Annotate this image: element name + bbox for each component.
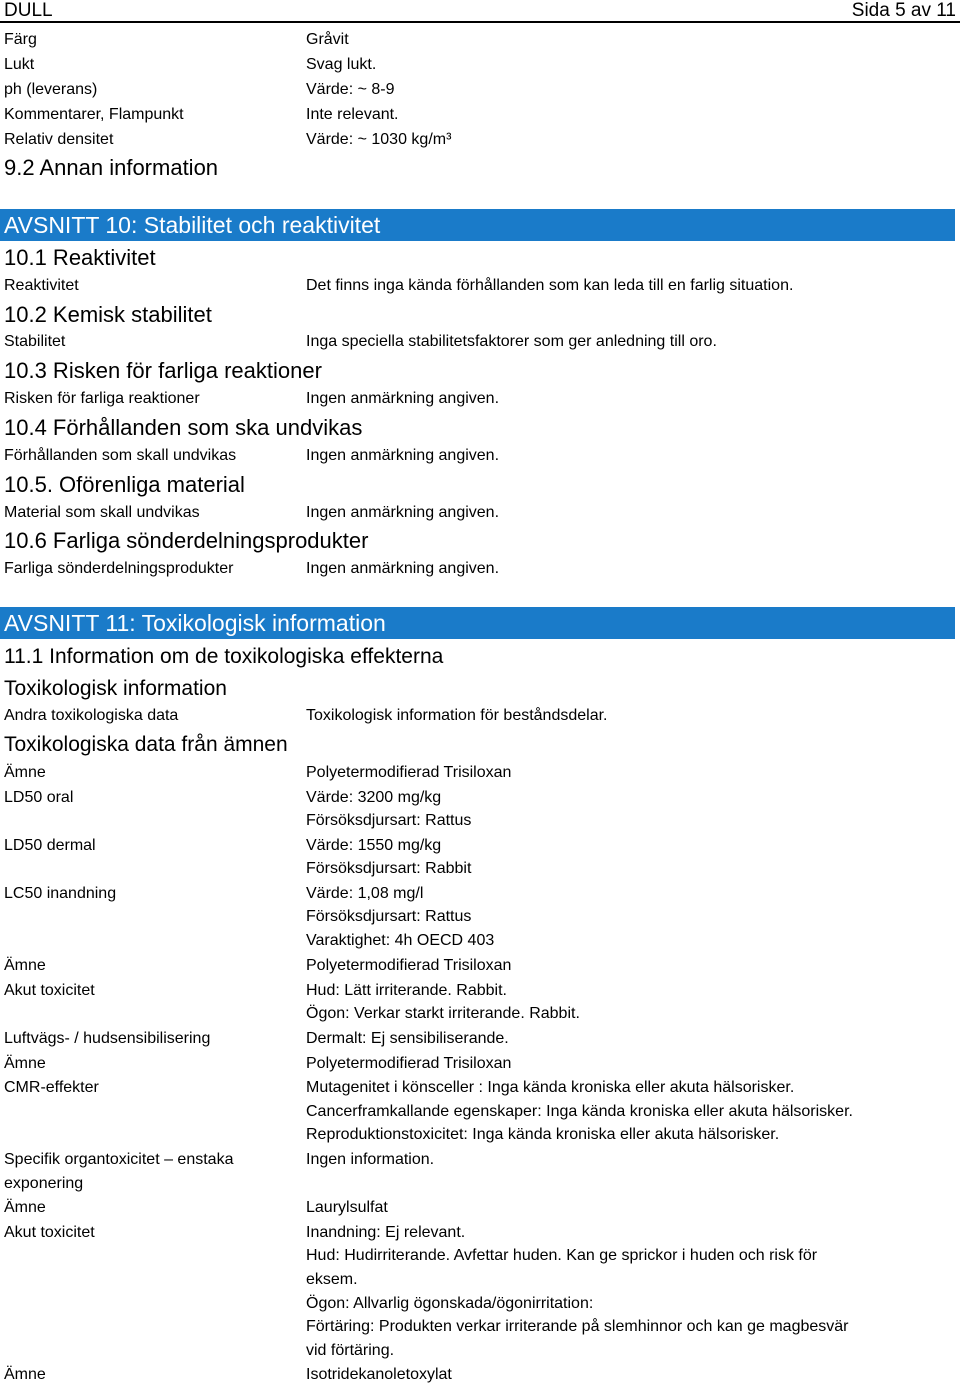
tox-label-substance: Ämne [4,1366,46,1383]
tox-value-substance: Isotridekanoletoxylat [306,1366,452,1383]
header-page-number: Sida 5 av 11 [851,0,956,21]
subsection-title-10-3: 10.3 Risken för farliga reaktioner [4,358,322,383]
prop-value-color: Gråvit [306,31,349,48]
field-label-other-tox-data: Andra toxikologiska data [4,707,179,724]
section-banner-10: AVSNITT 10: Stabilitet och reaktivitet [0,209,955,241]
tox-label-substance: Ämne [4,1199,46,1216]
tox-label-acute-toxicity: Akut toxicitet [4,982,95,999]
tox-value-substance: Polyetermodifierad Trisiloxan [306,764,512,781]
tox-value-ld50-dermal-species: Försöksdjursart: Rabbit [306,860,472,877]
tox-value-cmr-mutagenicity: Mutagenitet i könsceller : Inga kända kroniska eller akuta hälsorisker. [306,1079,795,1096]
tox-label-substance: Ämne [4,764,46,781]
prop-label-color: Färg [4,31,37,48]
subsection-title-10-1: 10.1 Reaktivitet [4,245,156,270]
tox-value-cmr-reproduction: Reproduktionstoxicitet: Inga kända kroniska eller akuta hälsorisker. [306,1126,780,1143]
field-value-other-tox-data: Toxikologisk information för beståndsdelar. [306,707,608,724]
tox-label-stot-single-cont: exponering [4,1175,84,1192]
prop-value-ph: Värde: ~ 8-9 [306,81,395,98]
tox-label-stot-single: Specifik organtoxicitet – enstaka [4,1151,234,1168]
tox-value-acute-skin: Hud: Hudirriterande. Avfettar huden. Kan ge sprickor i huden och risk för [306,1247,818,1264]
field-value-incompatible-materials: Ingen anmärkning angiven. [306,504,500,521]
tox-value-sensitisation: Dermalt: Ej sensibiliserande. [306,1030,509,1047]
subsection-title-tox-data-substances: Toxikologiska data från ämnen [4,733,288,756]
tox-value-lc50-inhalation-duration: Varaktighet: 4h OECD 403 [306,932,495,949]
field-value-hazardous-reactions: Ingen anmärkning angiven. [306,390,500,407]
field-value-reactivity: Det finns inga kända förhållanden som kan leda till en farlig situation. [306,277,794,294]
tox-label-sensitisation: Luftvägs- / hudsensibilisering [4,1030,211,1047]
tox-value-acute-skin-cont: eksem. [306,1271,358,1288]
tox-value-lc50-inhalation: Värde: 1,08 mg/l [306,885,424,902]
subsection-title-toxicological-info: Toxikologisk information [4,677,227,700]
subsection-title-10-5: 10.5. Oförenliga material [4,472,245,497]
tox-value-ld50-oral-species: Försöksdjursart: Rattus [306,812,472,829]
tox-value-acute-ingestion: Förtäring: Produkten verkar irriterande på slemhinnor och kan ge magbesvär [306,1318,849,1335]
subsection-title-10-4: 10.4 Förhållanden som ska undvikas [4,415,363,440]
tox-value-lc50-inhalation-species: Försöksdjursart: Rattus [306,908,472,925]
tox-label-acute-toxicity: Akut toxicitet [4,1224,95,1241]
subsection-title-10-6: 10.6 Farliga sönderdelningsprodukter [4,528,369,553]
subsection-title-11-1: 11.1 Information om de toxikologiska effekterna [4,645,444,668]
tox-label-ld50-dermal: LD50 dermal [4,837,96,854]
tox-value-ld50-oral: Värde: 3200 mg/kg [306,789,442,806]
field-label-stability: Stabilitet [4,333,66,350]
prop-value-odor: Svag lukt. [306,56,377,73]
header-product-name: DULL [4,0,53,21]
prop-label-density: Relativ densitet [4,131,114,148]
prop-label-ph: ph (leverans) [4,81,98,98]
tox-value-acute-ingestion-cont: vid förtäring. [306,1342,395,1359]
tox-value-substance: Polyetermodifierad Trisiloxan [306,957,512,974]
tox-value-stot-single: Ingen information. [306,1151,435,1168]
tox-label-ld50-oral: LD50 oral [4,789,74,806]
field-label-incompatible-materials: Material som skall undvikas [4,504,200,521]
field-value-decomposition-products: Ingen anmärkning angiven. [306,560,500,577]
field-label-decomposition-products: Farliga sönderdelningsprodukter [4,560,234,577]
field-label-hazardous-reactions: Risken för farliga reaktioner [4,390,200,407]
prop-label-flashpoint: Kommentarer, Flampunkt [4,106,184,123]
tox-value-ld50-dermal: Värde: 1550 mg/kg [306,837,442,854]
tox-value-substance: Laurylsulfat [306,1199,388,1216]
field-label-reactivity: Reaktivitet [4,277,79,294]
prop-label-odor: Lukt [4,56,35,73]
header-rule [0,21,960,23]
tox-label-substance: Ämne [4,1055,46,1072]
field-value-conditions-to-avoid: Ingen anmärkning angiven. [306,447,500,464]
section-banner-11: AVSNITT 11: Toxikologisk information [0,607,955,639]
tox-label-lc50-inhalation: LC50 inandning [4,885,117,902]
field-value-stability: Inga speciella stabilitetsfaktorer som ger anledning till oro. [306,333,717,350]
tox-value-acute-inhalation: Inandning: Ej relevant. [306,1224,466,1241]
tox-value-substance: Polyetermodifierad Trisiloxan [306,1055,512,1072]
tox-value-acute-skin: Hud: Lätt irriterande. Rabbit. [306,982,507,999]
tox-label-substance: Ämne [4,957,46,974]
field-label-conditions-to-avoid: Förhållanden som skall undvikas [4,447,237,464]
tox-value-cmr-carcinogenicity: Cancerframkallande egenskaper: Inga kända kroniska eller akuta hälsorisker. [306,1103,853,1120]
subsection-title-10-2: 10.2 Kemisk stabilitet [4,302,212,327]
subsection-title-9-2: 9.2 Annan information [4,155,219,180]
prop-value-flashpoint: Inte relevant. [306,106,399,123]
tox-value-acute-eyes: Ögon: Allvarlig ögonskada/ögonirritation: [306,1295,594,1312]
prop-value-density: Värde: ~ 1030 kg/m³ [306,131,452,148]
tox-value-acute-eyes: Ögon: Verkar starkt irriterande. Rabbit. [306,1005,580,1022]
tox-label-cmr: CMR-effekter [4,1079,99,1096]
